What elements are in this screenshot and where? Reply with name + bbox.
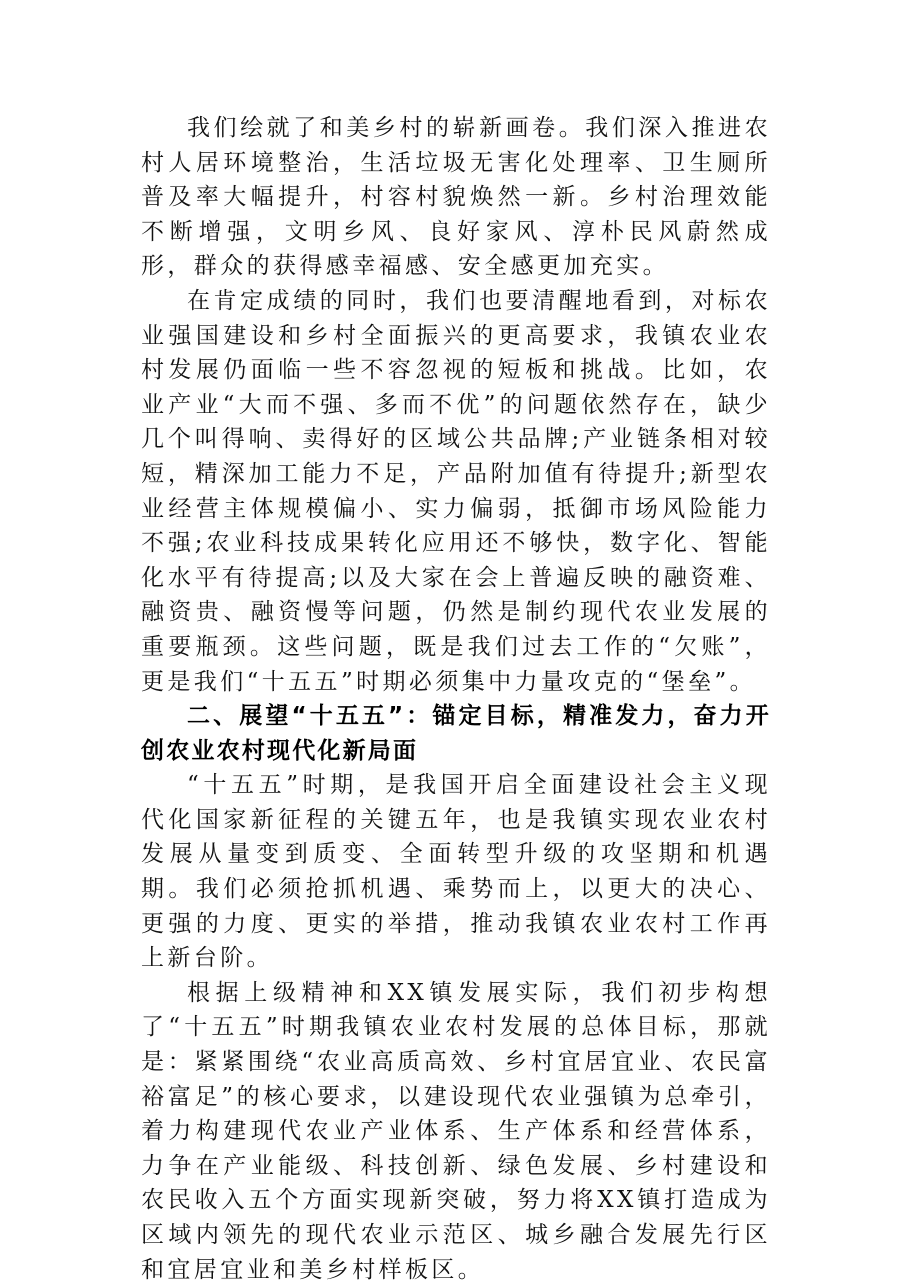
paragraph-achievements: 我们绘就了和美乡村的崭新画卷。我们深入推进农村人居环境整治，生活垃圾无害化处理率、卫生厕所普及率大幅提升，村容村貌焕然一新。乡村治理效能不断增强，文明乡风、良好家风、淳朴民风蔚然成形，群众的获得感幸福感、安全感更加充实。 (141, 115, 771, 280)
paragraph-period-overview: “十五五”时期，是我国开启全面建设社会主义现代化国家新征程的关键五年，也是我镇实现农业农村发展从量变到质变、全面转型升级的攻坚期和机遇期。我们必须抢抓机遇、乘势而上，以更大的决心、更强的力度、更实的举措，推动我镇农业农村工作再上新台阶。 (141, 772, 771, 972)
section-heading: 二、展望“十五五”：锚定目标，精准发力，奋力开创农业农村现代化新局面 (141, 703, 771, 764)
document-page (141, 111, 771, 1287)
paragraph-challenges: 在肯定成绩的同时，我们也要清醒地看到，对标农业强国建设和乡村全面振兴的更高要求，我镇农业农村发展仍面临一些不容忽视的短板和挑战。比如，农业产业“大而不强、多而不优”的问题依然存在，缺少几个叫得响、卖得好的区域公共品牌;产业链条相对较短，精深加工能力不足，产品附加值有待提升;新型农业经营主体规模偏小、实力偏弱，抵御市场风险能力不强;农业科技成果转化应用还不够快，数字化、智能化水平有待提高;以及大家在会上普遍反映的融资难、融资贵、融资慢等问题，仍然是制约现代农业发展的重要瓶颈。这些问题，既是我们过去工作的“欠账”，更是我们“十五五”时期必须集中力量攻克的“堡垒”。 (141, 287, 771, 695)
paragraph-overall-goal: 根据上级精神和XX镇发展实际，我们初步构想了“十五五”时期我镇农业农村发展的总体目标，那就是：紧紧围绕“农业高质高效、乡村宜居宜业、农民富裕富足”的核心要求，以建设现代农业强镇为总牵引，着力构建现代农业产业体系、生产体系和经营体系，力争在产业能级、科技创新、绿色发展、乡村建设和农民收入五个方面实现新突破，努力将XX镇打造成为区域内领先的现代农业示范区、城乡融合发展先行区和宜居宜业和美乡村样板区。 (141, 979, 771, 1283)
